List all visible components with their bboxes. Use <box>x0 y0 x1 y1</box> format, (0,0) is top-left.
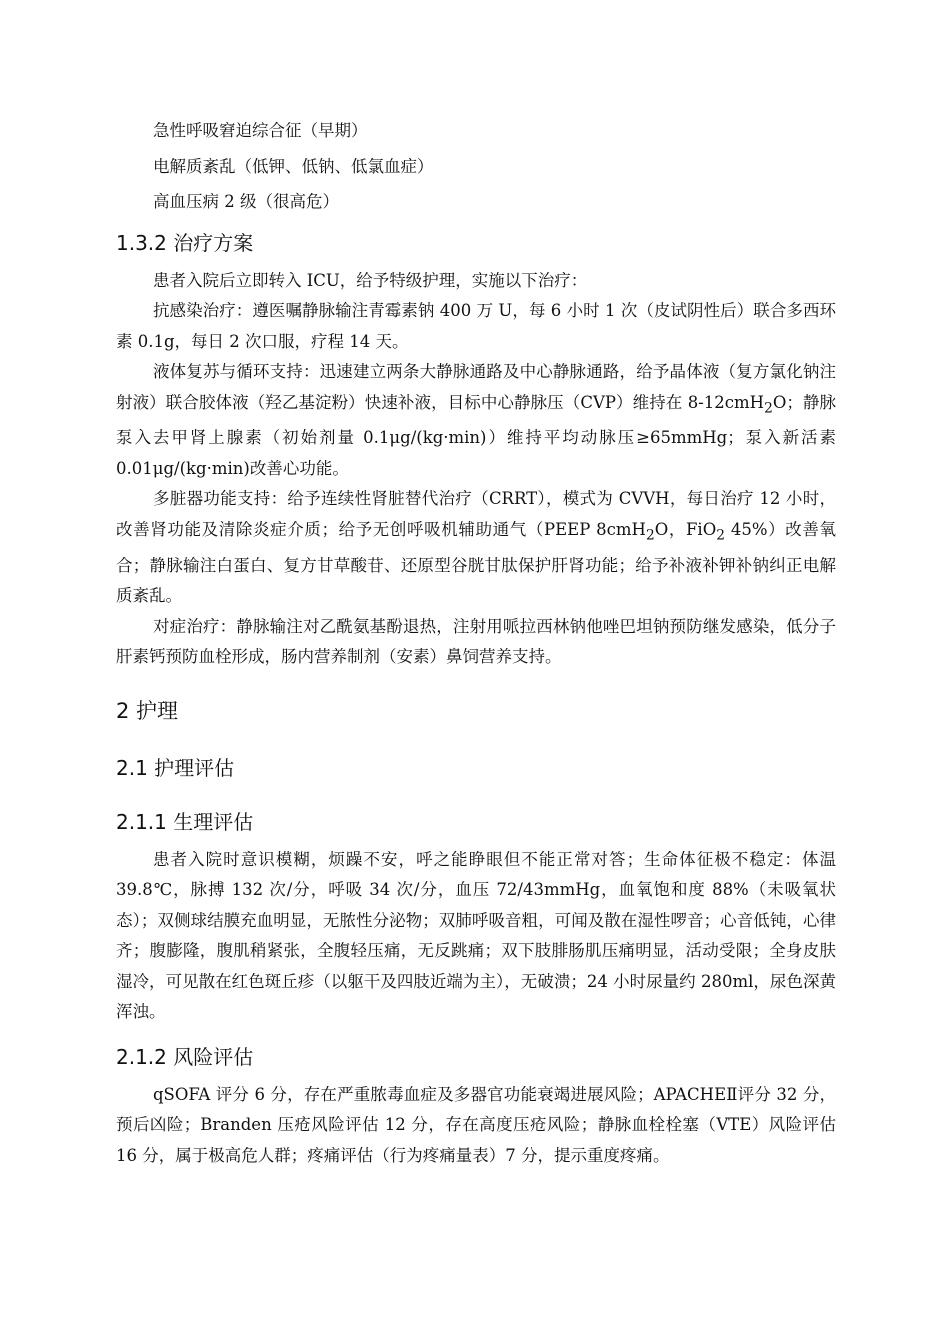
diagnosis-item: 急性呼吸窘迫综合征（早期） <box>153 121 368 140</box>
treatment-symptomatic: 对症治疗：静脉输注对乙酰氨基酚退热，注射用哌拉西林钠他唑巴坦钠预防继发感染，低分子肝素钙预防血栓形成，肠内营养制剂（安素）鼻饲营养支持。 <box>116 616 836 667</box>
section-heading-2-1: 2.1 护理评估 <box>116 755 235 780</box>
text-run: 液体复苏与循环支持：迅速建立两条大静脉通路及中心静脉通路，给予晶体液（复方氯化钠注射液）联合胶体液（羟乙基淀粉）快速补液，目标中心静脉压（CVP）维持在 8-12cmH <box>116 362 836 412</box>
physiological-assessment: 患者入院时意识模糊，烦躁不安，呼之能睁眼但不能正常对答；生命体征极不稳定：体温 39.8℃，脉搏 132 次/分，呼吸 34 次/分，血压 72/43mmHg，血氧饱和度 88%（未吸氧状态）；双侧球结膜充血明显，无脓性分泌物；双肺呼吸音粗，可闻及散在湿性啰音；心音低钝，心律齐；腹膨隆，腹肌稍紧张，全腹轻压痛，无反跳痛；双下肢腓肠肌压痛明显，活动受限；全身皮肤湿冷，可见散在红色斑丘疹（以躯干及四肢近端为主），无破溃；24 小时尿量约 280ml，尿色深黄浑浊。 <box>116 849 836 1022</box>
document-body <box>116 113 836 1171</box>
treatment-organ-support <box>116 484 836 611</box>
section-heading-1-3-2: 1.3.2 治疗方案 <box>116 230 254 255</box>
diagnosis-item: 高血压病 2 级（很高危） <box>153 192 339 211</box>
text-run: 多脏器功能支持：给予连续性肾脏替代治疗（CRRT），模式为 CVVH，每日治疗 12 小时，改善肾功能及清除炎症介质；给予无创呼吸机辅助通气（PEEP 8cmH <box>116 489 836 539</box>
section-heading-2: 2 护理 <box>116 698 179 723</box>
text-run: O，FiO <box>654 519 717 539</box>
section-heading-2-1-1: 2.1.1 生理评估 <box>116 809 254 834</box>
treatment-intro: 患者入院后立即转入 ICU，给予特级护理，实施以下治疗： <box>153 270 588 290</box>
section-heading-2-1-2: 2.1.2 风险评估 <box>116 1044 254 1069</box>
treatment-anti-infection: 抗感染治疗：遵医嘱静脉输注青霉素钠 400 万 U，每 6 小时 1 次（皮试阴性后）联合多西环素 0.1g，每日 2 次口服，疗程 14 天。 <box>116 301 836 351</box>
text-run: O；静脉泵入去甲肾上腺素（初始剂量 0.1μg/(kg·min)）维持平均动脉压≥65mmHg；泵入新活素 0.01μg/(kg·min)改善心功能。 <box>116 392 837 478</box>
diagnosis-item: 电解质紊乱（低钾、低钠、低氯血症） <box>153 156 434 176</box>
treatment-fluid-resuscitation <box>116 357 836 484</box>
subscript: 2 <box>764 399 773 416</box>
subscript: 2 <box>716 527 725 544</box>
risk-assessment: qSOFA 评分 6 分，存在严重脓毒血症及多器官功能衰竭进展风险；APACHEⅡ评分 32 分，预后凶险；Branden 压疮风险评估 12 分，存在高度压疮风险；静脉血栓栓塞（VTE）风险评估 16 分，属于极高危人群；疼痛评估（行为疼痛量表）7 分，提示重度疼痛。 <box>116 1084 836 1165</box>
text-run: 45%）改善氧合；静脉输注白蛋白、复方甘草酸苷、还原型谷胱甘肽保护肝肾功能；给予补液补钾补钠纠正电解质紊乱。 <box>116 519 837 606</box>
subscript: 2 <box>645 527 655 544</box>
